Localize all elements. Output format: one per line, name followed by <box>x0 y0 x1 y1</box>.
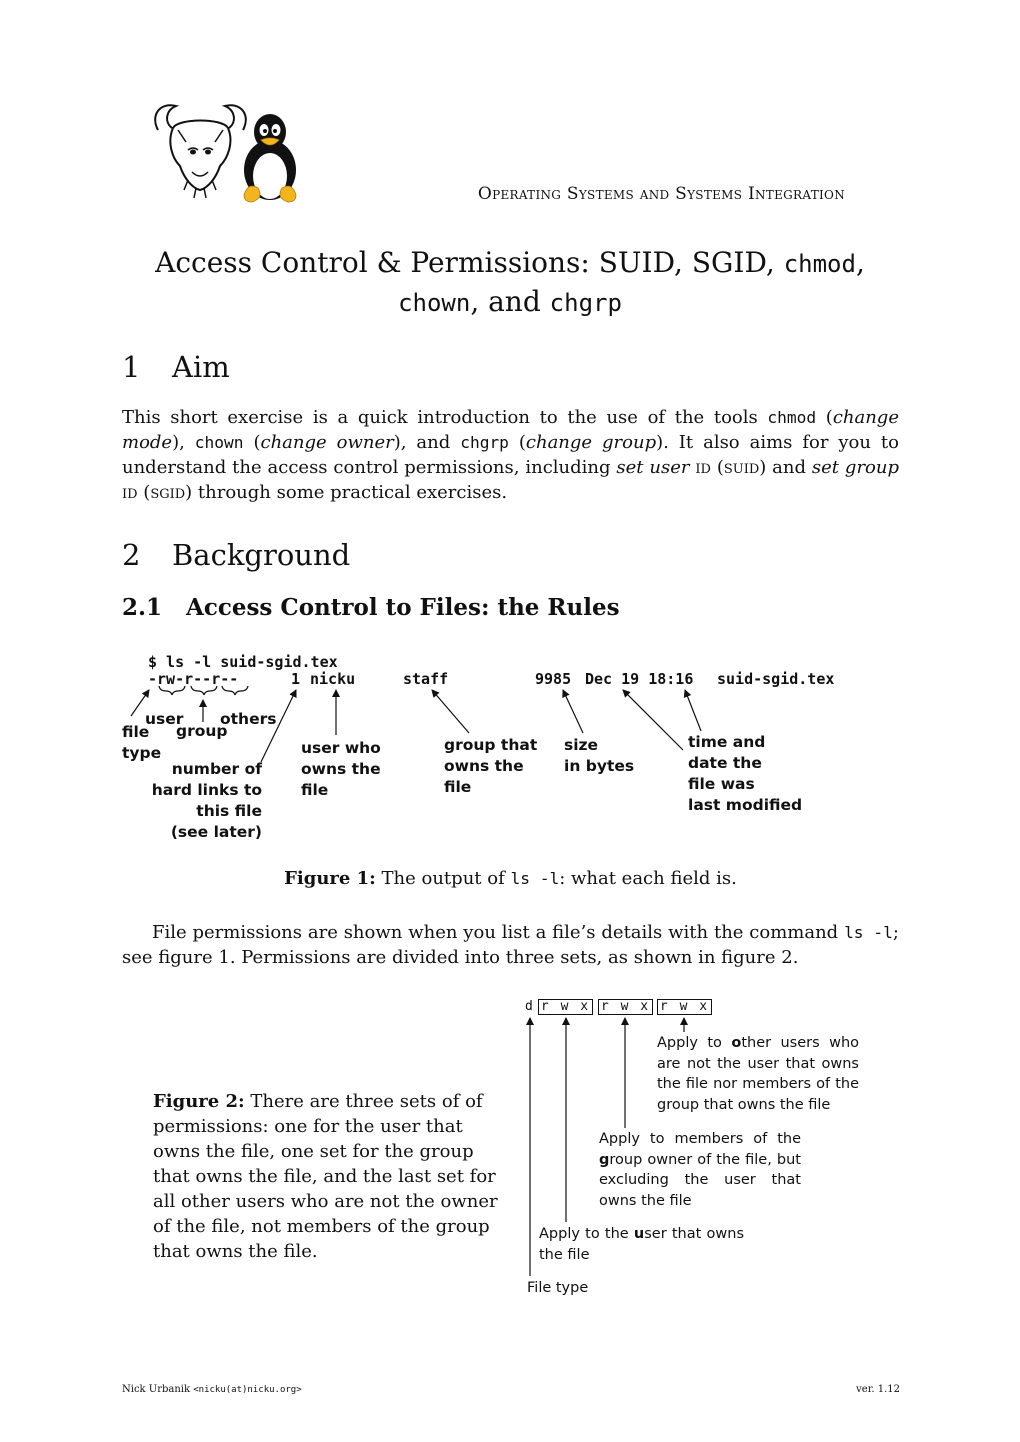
footer-author: Nick Urbanik <nicku(at)nicku.org> <box>122 1384 302 1395</box>
fig1-group: staff <box>403 670 449 688</box>
fig1-date: Dec 19 18:16 <box>585 670 694 688</box>
fig1-label-time: time and date the file was last modified <box>688 733 803 814</box>
fig2-label-other: Apply to other users who are not the user that owns the file nor members of the group that owns the file <box>657 1035 860 1113</box>
fig1-owner: nicku <box>310 670 356 688</box>
fig1-label-others: others <box>220 710 277 728</box>
section-heading-background: 2 Background <box>122 538 351 572</box>
fig2-other-set: r w x <box>657 999 712 1015</box>
fig1-filename: suid-sgid.tex <box>717 670 835 688</box>
fig1-label-size: size in bytes <box>564 736 635 775</box>
fig2-label-file-type: File type <box>527 1280 589 1296</box>
fig1-label-file-type: file type <box>122 723 162 762</box>
footer-version: ver. 1.12 <box>856 1384 900 1395</box>
section-heading-aim: 1 Aim <box>122 350 230 384</box>
course-title: Operating Systems and Systems Integration <box>477 184 845 204</box>
fig1-label-user: user <box>145 710 184 728</box>
fig1-label-owner: user who owns the file <box>301 739 381 799</box>
aim-paragraph: This short exercise is a quick introduction to the use of the tools chmod (change mode), chown (change owner), and chgrp (change group). It also aims for you to understand the access control permissions, including set user id (suid) and set group id (sgid) through some practical exercises. <box>122 407 900 503</box>
fig2-user-set: r w x <box>538 999 593 1015</box>
fig1-links: 1 <box>291 670 301 688</box>
figure1-caption: Figure 1: The output of ls -l: what each field is. <box>284 868 737 889</box>
document-title: Access Control & Permissions: SUID, SGID, chmod, chown, and chgrp <box>155 246 865 318</box>
fig2-label-user: Apply to the user that owns the file <box>539 1226 744 1263</box>
figure2-caption: Figure 2: There are three sets of of permissions: one for the user that owns the file, one set for the group that owns the file, and the last set for all other users who are not the owner of the file, not members of the group that owns the file. <box>153 1091 498 1262</box>
fig1-label-group-owner: group that owns the file <box>444 736 538 796</box>
subsection-heading-rules: 2.1 Access Control to Files: the Rules <box>122 594 620 621</box>
fig1-label-hard-links: number of hard links to this file (see later) <box>151 760 262 841</box>
fig2-label-group: Apply to members of the group owner of the file, but excluding the user that owns the file <box>599 1131 801 1209</box>
fig1-perms: -rw-r--r-- <box>148 670 239 688</box>
fig2-type-char: d <box>525 999 533 1014</box>
permissions-paragraph: File permissions are shown when you list a file’s details with the command ls -l; see figure 1. Permissions are divided into three sets, as shown in figure 2. <box>122 922 899 968</box>
fig1-label-group: group <box>176 722 228 740</box>
fig1-size: 9985 <box>535 670 572 688</box>
fig1-command: $ ls -l suid-sgid.tex <box>148 653 338 671</box>
fig2-group-set: r w x <box>598 999 653 1015</box>
